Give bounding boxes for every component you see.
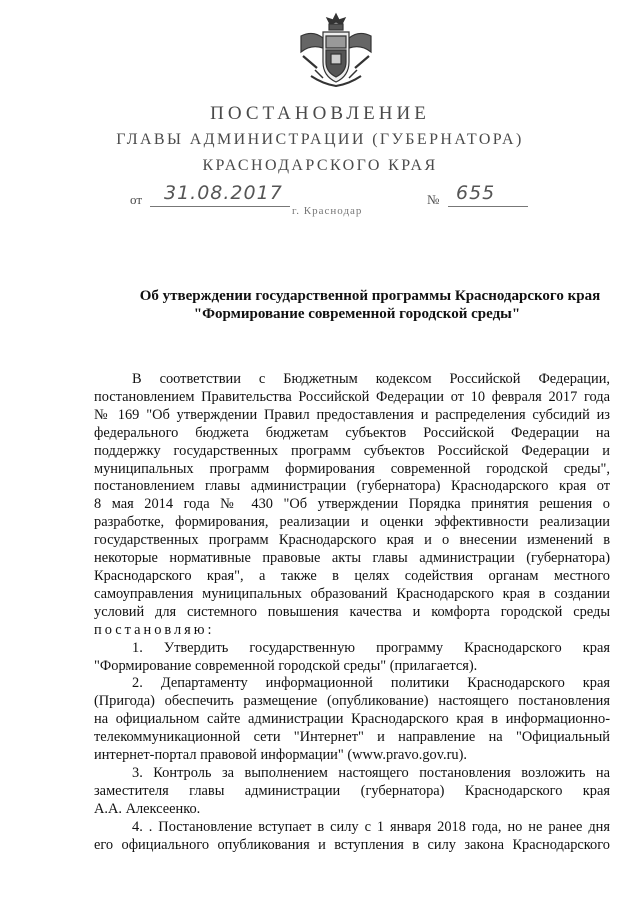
region-heading: КРАСНОДАРСКОГО КРАЯ <box>202 157 438 174</box>
body-line: интернет-портал правовой информации" (www.pravo.gov.ru). <box>94 747 467 764</box>
body-line: федерального бюджета бюджетам субъектов Российской Федерации на <box>94 424 610 441</box>
body-line: 1. Утвердить государственную программу Краснодарского края <box>132 639 610 656</box>
body-line: его официального опубликования и вступления в силу закона Краснодарского <box>94 836 610 853</box>
body-line: заместителя главы администрации (губернатора) Краснодарского края <box>94 782 610 799</box>
body-line: на официальном сайте администрации Краснодарского края в информационно- <box>94 711 610 728</box>
body-line: телекоммуникационной сети "Интернет" и направление на "Официальный <box>94 729 610 746</box>
date-label: от <box>130 192 143 207</box>
body-line: 4. . Постановление вступает в силу с 1 января 2018 года, но не ранее дня <box>132 818 610 835</box>
body-line: "Формирование современной городской среды" (прилагается). <box>94 657 478 674</box>
body-line: (Пригода) обеспечить размещение (опубликование) настоящего постановления <box>94 693 610 710</box>
document-title-line-2: "Формирование современной городской среды" <box>193 306 521 322</box>
body-line: государственных программ Краснодарского края и о внесении изменений в <box>94 532 610 549</box>
body-line: 2. Департаменту информационной политики Краснодарского края <box>132 675 610 692</box>
body-line: условий для системного повышения качества и комфорта городской среды <box>94 603 610 620</box>
body-line: муниципальных программ формирования современной городской среды", <box>94 460 610 477</box>
body-line: самоуправления муниципальных образований Краснодарского края в создании <box>94 585 610 602</box>
number-label: № <box>427 192 440 207</box>
document-date: 31.08.2017 <box>150 184 290 207</box>
issuer-heading: ГЛАВЫ АДМИНИСТРАЦИИ (ГУБЕРНАТОРА) <box>116 131 524 148</box>
body-line: некоторые нормативные правовые акты главы администрации (губернатора) <box>94 550 610 567</box>
city-label: г. Краснодар <box>292 205 363 217</box>
body-line: 3. Контроль за выполнением настоящего постановления возложить на <box>132 764 610 781</box>
body-line: № 169 "Об утверждении Правил предоставления и распределения субсидий из <box>94 406 610 423</box>
body-line: постановляю: <box>94 621 215 638</box>
body-line: В соответствии с Бюджетным кодексом Российской Федерации, <box>132 371 610 387</box>
body-line: постановлением главы администрации (губернатора) Краснодарского края от <box>94 478 610 495</box>
body-line: разработке, формирования, реализации и оценки эффективности реализации <box>94 514 610 531</box>
body-line: А.А. Алексеенко. <box>94 800 201 817</box>
coat-of-arms-emblem <box>293 12 379 92</box>
body-line: 8 мая 2014 года № 430 "Об утверждении Порядка принятия решения о <box>94 496 610 513</box>
body-line: поддержку государственных программ субъектов Российской Федерации и <box>94 442 610 459</box>
document-body <box>94 371 610 854</box>
document-title-line-1: Об утверждении государственной программы Краснодарского края <box>139 288 601 304</box>
body-line: Краснодарского края", а также в целях содействия органам местного <box>94 567 610 584</box>
body-line: постановлением Правительства Российской Федерации от 10 февраля 2017 года <box>94 388 610 405</box>
document-type-heading: ПОСТАНОВЛЕНИЕ <box>210 103 430 124</box>
document-number: 655 <box>448 184 528 207</box>
